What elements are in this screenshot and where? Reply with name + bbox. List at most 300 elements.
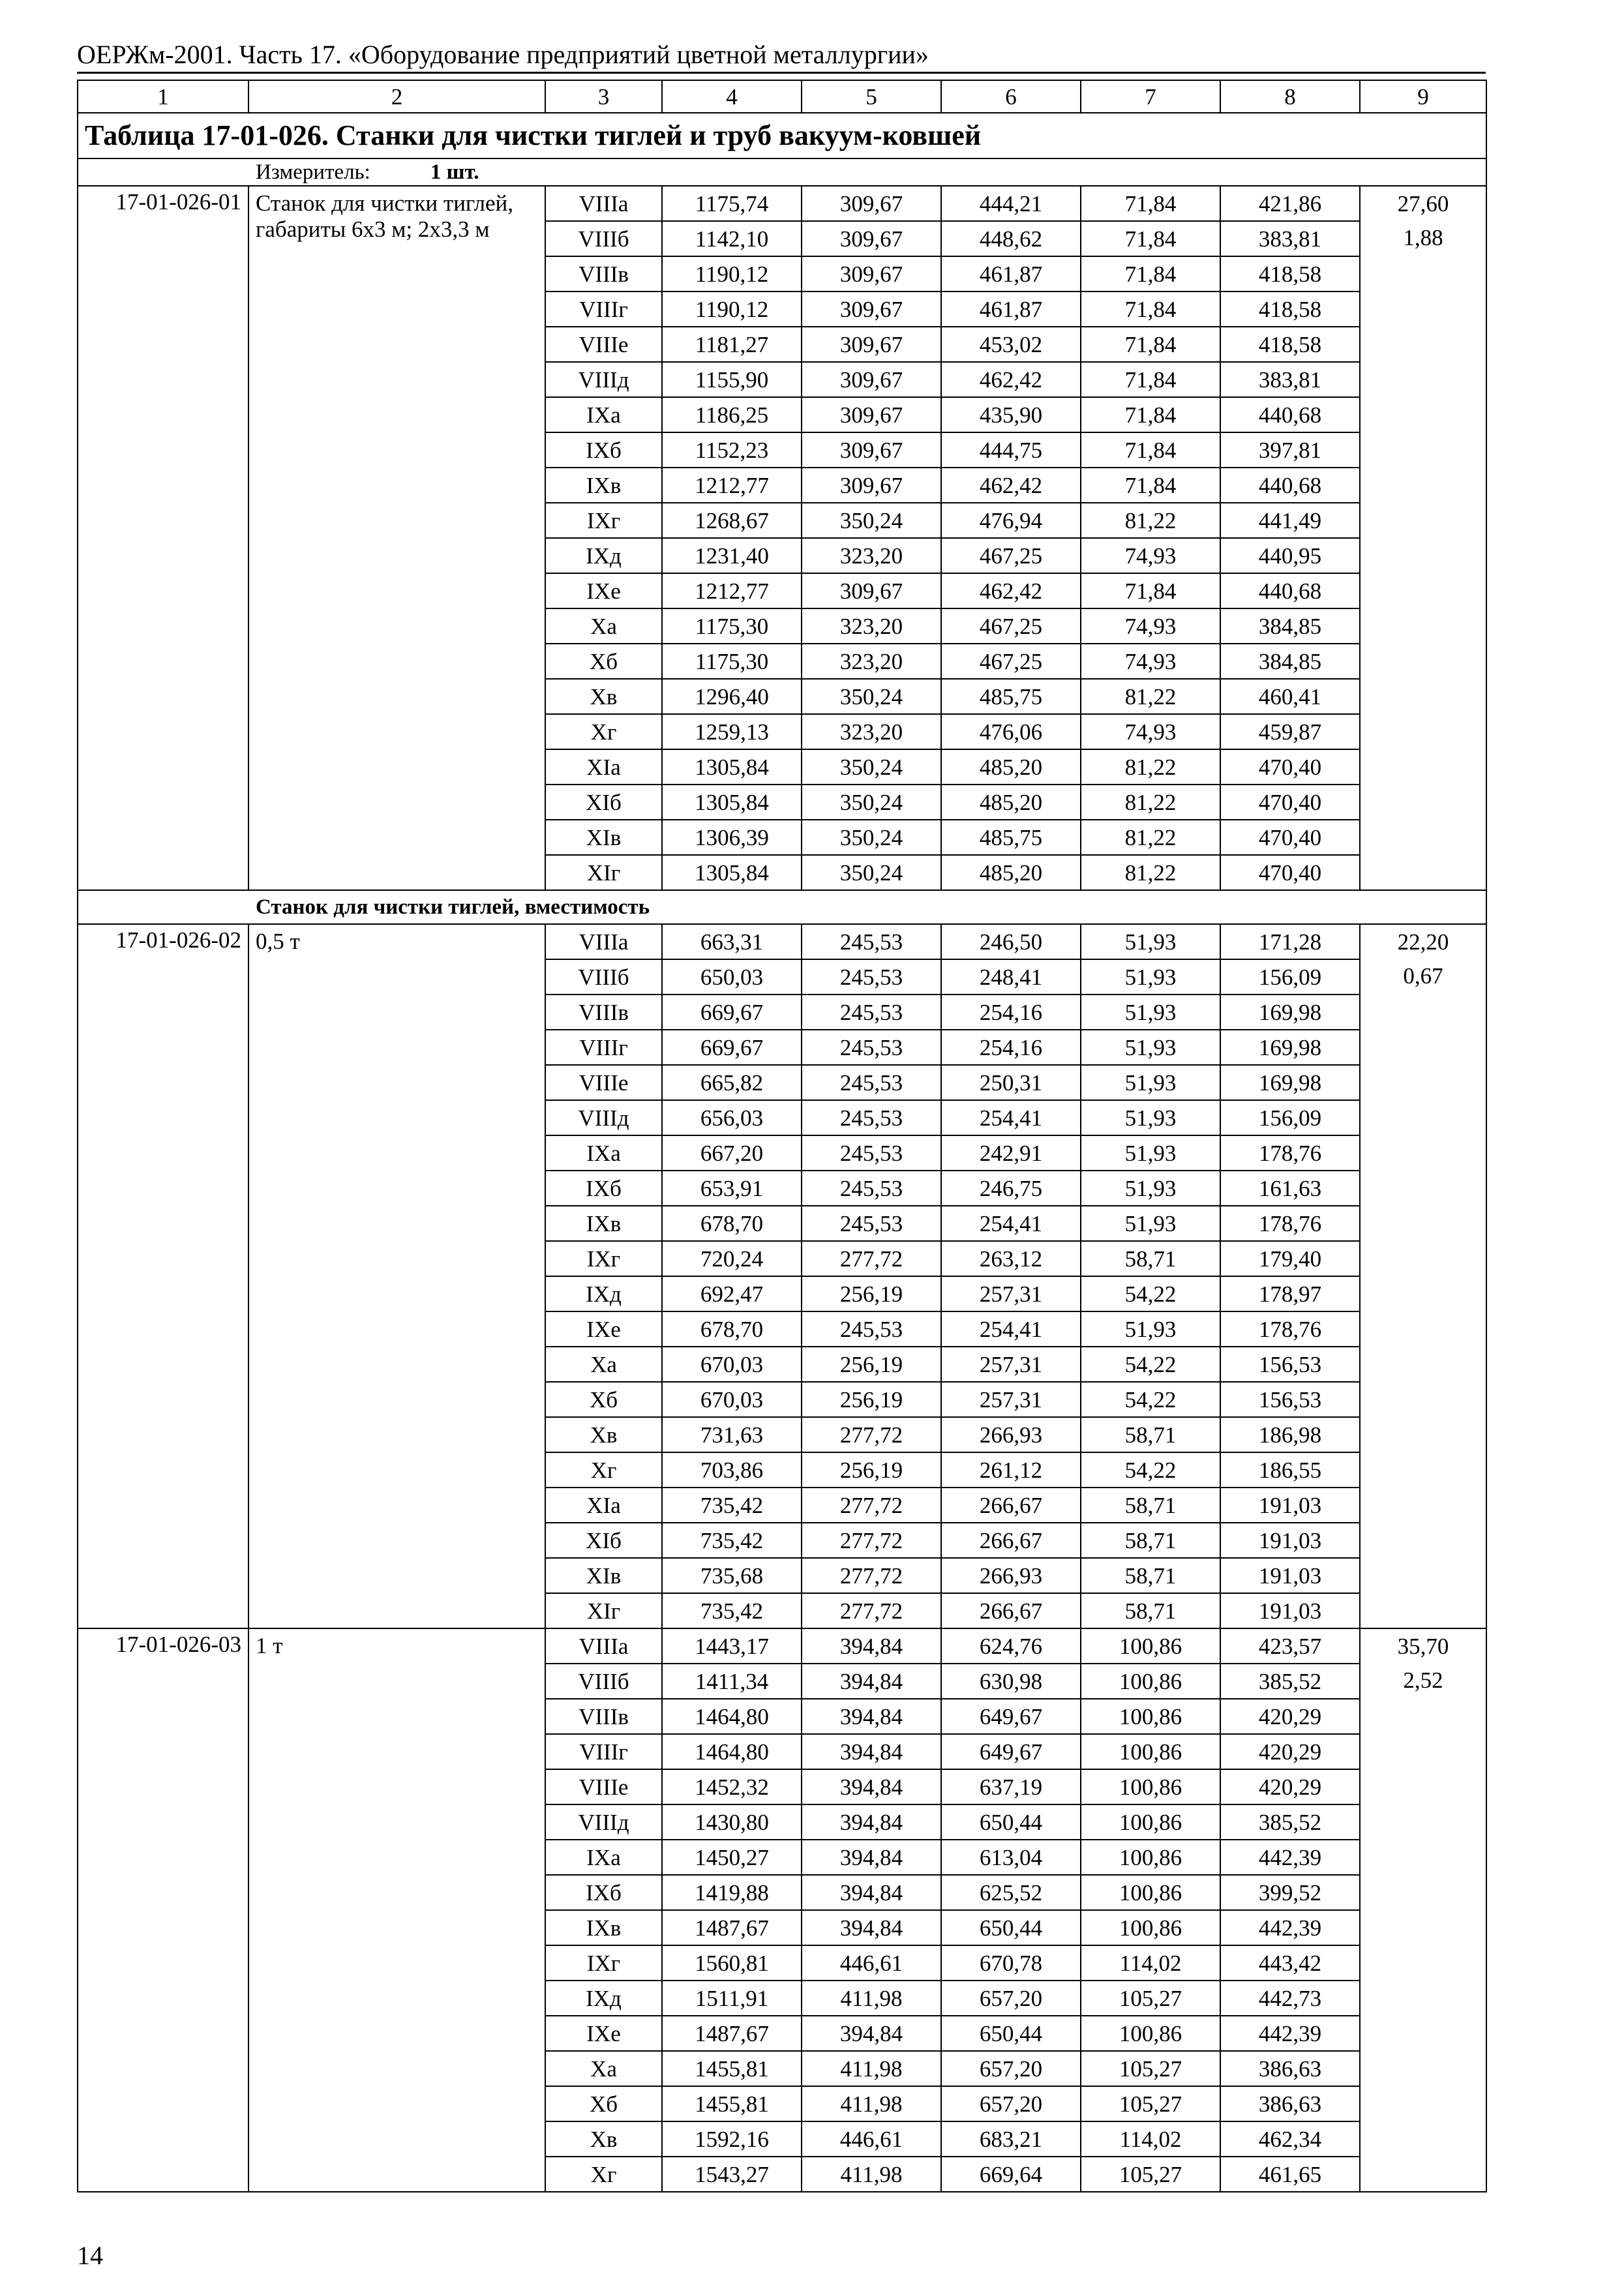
cell-col7: 100,86	[1081, 1628, 1220, 1664]
cell-col6: 448,62	[941, 221, 1081, 256]
cell-col7: 100,86	[1081, 1699, 1220, 1734]
cell-col8: 441,49	[1220, 503, 1360, 538]
cell-col7: 100,86	[1081, 2016, 1220, 2051]
cell-col4: 692,47	[662, 1276, 802, 1311]
zone-cell: VIIIд	[545, 362, 662, 397]
cell-col4: 1455,81	[662, 2086, 802, 2121]
cell-col8: 156,53	[1220, 1347, 1360, 1382]
cell-col7: 54,22	[1081, 1452, 1220, 1488]
cell-col8: 186,98	[1220, 1417, 1360, 1452]
cell-col4: 1175,30	[662, 608, 802, 644]
cell-col6: 242,91	[941, 1135, 1081, 1171]
cell-col8: 191,03	[1220, 1488, 1360, 1523]
cell-col6: 650,44	[941, 1910, 1081, 1945]
cell-col4: 731,63	[662, 1417, 802, 1452]
cell-col7: 51,93	[1081, 1030, 1220, 1065]
cell-col7: 51,93	[1081, 1206, 1220, 1241]
zone-cell: IXв	[545, 1910, 662, 1945]
cell-col7: 81,22	[1081, 785, 1220, 820]
zone-cell: Xв	[545, 2121, 662, 2157]
table-row	[78, 186, 1486, 221]
cell-col7: 54,22	[1081, 1347, 1220, 1382]
col9-values	[1360, 186, 1486, 890]
cell-col4: 703,86	[662, 1452, 802, 1488]
col9-values	[1360, 924, 1486, 1628]
cell-col5: 350,24	[802, 820, 941, 855]
cell-col7: 105,27	[1081, 2051, 1220, 2086]
cell-col8: 169,98	[1220, 1030, 1360, 1065]
cell-col4: 1306,39	[662, 820, 802, 855]
cell-col4: 678,70	[662, 1206, 802, 1241]
cell-col5: 245,53	[802, 1100, 941, 1135]
zone-cell: IXа	[545, 397, 662, 432]
cell-col7: 71,84	[1081, 397, 1220, 432]
cell-col4: 1212,77	[662, 573, 802, 608]
cell-col5: 309,67	[802, 256, 941, 292]
cell-col8: 386,63	[1220, 2086, 1360, 2121]
cell-col7: 51,93	[1081, 995, 1220, 1030]
measure-cell	[78, 158, 1486, 186]
zone-cell: VIIIд	[545, 1100, 662, 1135]
cell-col4: 1450,27	[662, 1840, 802, 1875]
cell-col7: 100,86	[1081, 1875, 1220, 1910]
cell-col5: 256,19	[802, 1382, 941, 1417]
table-body	[78, 80, 1486, 2192]
cell-col4: 735,42	[662, 1593, 802, 1628]
cell-col6: 254,41	[941, 1206, 1081, 1241]
column-number: 9	[1360, 80, 1486, 113]
cell-col5: 350,24	[802, 503, 941, 538]
cell-col5: 277,72	[802, 1488, 941, 1523]
cell-col8: 384,85	[1220, 608, 1360, 644]
item-name: 0,5 т	[248, 924, 545, 1628]
cell-col8: 420,29	[1220, 1699, 1360, 1734]
cell-col5: 411,98	[802, 2157, 941, 2192]
cell-col4: 670,03	[662, 1347, 802, 1382]
cell-col5: 245,53	[802, 995, 941, 1030]
cell-col5: 309,67	[802, 292, 941, 327]
cell-col4: 1212,77	[662, 468, 802, 503]
cell-col4: 1142,10	[662, 221, 802, 256]
cell-col8: 440,95	[1220, 538, 1360, 573]
cell-col6: 248,41	[941, 959, 1081, 995]
cell-col8: 418,58	[1220, 256, 1360, 292]
zone-cell: XIг	[545, 1593, 662, 1628]
cell-col6: 250,31	[941, 1065, 1081, 1100]
col9-value: 0,67	[1403, 963, 1443, 989]
cell-col6: 476,94	[941, 503, 1081, 538]
zone-cell: VIIIв	[545, 1699, 662, 1734]
cell-col5: 245,53	[802, 959, 941, 995]
zone-cell: IXе	[545, 2016, 662, 2051]
cell-col6: 261,12	[941, 1452, 1081, 1488]
cell-col8: 191,03	[1220, 1523, 1360, 1558]
cell-col4: 1305,84	[662, 749, 802, 785]
cell-col8: 156,53	[1220, 1382, 1360, 1417]
cell-col8: 384,85	[1220, 644, 1360, 679]
zone-cell: XIа	[545, 749, 662, 785]
cell-col8: 156,09	[1220, 959, 1360, 995]
zone-cell: IXд	[545, 1981, 662, 2016]
cell-col5: 394,84	[802, 1804, 941, 1840]
zone-cell: Xг	[545, 2157, 662, 2192]
cell-col7: 100,86	[1081, 1840, 1220, 1875]
item-name: Станок для чистки тиглей, габариты 6х3 м; 2х3,3 м	[248, 186, 545, 890]
cell-col4: 1152,23	[662, 432, 802, 468]
cell-col5: 256,19	[802, 1276, 941, 1311]
col9-values	[1360, 1628, 1486, 2192]
cell-col4: 1305,84	[662, 785, 802, 820]
cell-col7: 71,84	[1081, 221, 1220, 256]
cell-col8: 440,68	[1220, 397, 1360, 432]
col9-value: 1,88	[1403, 225, 1443, 250]
cell-col6: 461,87	[941, 256, 1081, 292]
cell-col5: 394,84	[802, 1664, 941, 1699]
zone-cell: IXг	[545, 503, 662, 538]
cell-col6: 266,67	[941, 1593, 1081, 1628]
cell-col8: 440,68	[1220, 468, 1360, 503]
cell-col8: 385,52	[1220, 1664, 1360, 1699]
zone-cell: XIв	[545, 820, 662, 855]
cell-col5: 256,19	[802, 1347, 941, 1382]
cell-col4: 1430,80	[662, 1804, 802, 1840]
cell-col8: 191,03	[1220, 1593, 1360, 1628]
zone-cell: VIIIе	[545, 327, 662, 362]
cell-col8: 421,86	[1220, 186, 1360, 221]
zone-cell: IXа	[545, 1840, 662, 1875]
cell-col4: 678,70	[662, 1311, 802, 1347]
cell-col8: 161,63	[1220, 1171, 1360, 1206]
cell-col6: 467,25	[941, 608, 1081, 644]
cell-col7: 74,93	[1081, 714, 1220, 749]
column-number-row	[78, 80, 1486, 113]
cell-col8: 386,63	[1220, 2051, 1360, 2086]
zone-cell: VIIIе	[545, 1769, 662, 1804]
cell-col7: 81,22	[1081, 679, 1220, 714]
cell-col4: 1268,67	[662, 503, 802, 538]
cell-col6: 266,67	[941, 1523, 1081, 1558]
cell-col4: 665,82	[662, 1065, 802, 1100]
cell-col4: 1443,17	[662, 1628, 802, 1664]
cell-col6: 257,31	[941, 1347, 1081, 1382]
zone-cell: VIIIг	[545, 1030, 662, 1065]
cell-col7: 81,22	[1081, 749, 1220, 785]
cell-col4: 670,03	[662, 1382, 802, 1417]
cell-col5: 277,72	[802, 1558, 941, 1593]
cell-col4: 1186,25	[662, 397, 802, 432]
cell-col7: 71,84	[1081, 468, 1220, 503]
cell-col7: 100,86	[1081, 1664, 1220, 1699]
cell-col6: 462,42	[941, 573, 1081, 608]
cell-col5: 256,19	[802, 1452, 941, 1488]
cell-col4: 735,42	[662, 1488, 802, 1523]
cell-col5: 245,53	[802, 1065, 941, 1100]
cell-col4: 1190,12	[662, 292, 802, 327]
cell-col8: 459,87	[1220, 714, 1360, 749]
cell-col6: 254,16	[941, 1030, 1081, 1065]
cell-col7: 81,22	[1081, 820, 1220, 855]
cell-col6: 683,21	[941, 2121, 1081, 2157]
cell-col7: 105,27	[1081, 2157, 1220, 2192]
zone-cell: XIб	[545, 1523, 662, 1558]
cell-col7: 100,86	[1081, 1734, 1220, 1769]
zone-cell: XIа	[545, 1488, 662, 1523]
cell-col5: 245,53	[802, 1206, 941, 1241]
cell-col7: 71,84	[1081, 327, 1220, 362]
cell-col6: 657,20	[941, 2051, 1081, 2086]
cell-col4: 1419,88	[662, 1875, 802, 1910]
cell-col7: 100,86	[1081, 1804, 1220, 1840]
cell-col5: 245,53	[802, 924, 941, 959]
zone-cell: Xб	[545, 1382, 662, 1417]
zone-cell: IXб	[545, 1171, 662, 1206]
table-row	[78, 924, 1486, 959]
cell-col6: 657,20	[941, 2086, 1081, 2121]
cell-col4: 1511,91	[662, 1981, 802, 2016]
cell-col4: 1155,90	[662, 362, 802, 397]
cell-col6: 669,64	[941, 2157, 1081, 2192]
estimate-table	[77, 80, 1487, 2192]
cell-col7: 71,84	[1081, 362, 1220, 397]
cell-col8: 178,97	[1220, 1276, 1360, 1311]
cell-col5: 309,67	[802, 327, 941, 362]
cell-col5: 309,67	[802, 221, 941, 256]
col9-value: 35,70	[1397, 1634, 1449, 1659]
cell-col4: 1296,40	[662, 679, 802, 714]
zone-cell: Xв	[545, 679, 662, 714]
cell-col6: 461,87	[941, 292, 1081, 327]
zone-cell: Xа	[545, 1347, 662, 1382]
zone-cell: Xг	[545, 714, 662, 749]
zone-cell: IXд	[545, 538, 662, 573]
cell-col8: 169,98	[1220, 1065, 1360, 1100]
cell-col6: 462,42	[941, 468, 1081, 503]
cell-col4: 1464,80	[662, 1734, 802, 1769]
cell-col7: 51,93	[1081, 1135, 1220, 1171]
cell-col8: 440,68	[1220, 573, 1360, 608]
cell-col6: 637,19	[941, 1769, 1081, 1804]
zone-cell: VIIIа	[545, 1628, 662, 1664]
cell-col5: 394,84	[802, 2016, 941, 2051]
cell-col4: 1259,13	[662, 714, 802, 749]
cell-col8: 178,76	[1220, 1135, 1360, 1171]
zone-cell: XIг	[545, 855, 662, 890]
item-name: 1 т	[248, 1628, 545, 2192]
cell-col7: 58,71	[1081, 1523, 1220, 1558]
cell-col4: 653,91	[662, 1171, 802, 1206]
cell-col5: 245,53	[802, 1311, 941, 1347]
cell-col4: 720,24	[662, 1241, 802, 1276]
cell-col8: 191,03	[1220, 1558, 1360, 1593]
zone-cell: IXа	[545, 1135, 662, 1171]
cell-col7: 54,22	[1081, 1382, 1220, 1417]
zone-cell: Xб	[545, 2086, 662, 2121]
cell-col8: 442,39	[1220, 1840, 1360, 1875]
zone-cell: VIIIа	[545, 186, 662, 221]
cell-col5: 446,61	[802, 1945, 941, 1981]
cell-col5: 394,84	[802, 1734, 941, 1769]
cell-col5: 411,98	[802, 1981, 941, 2016]
zone-cell: IXе	[545, 1311, 662, 1347]
cell-col6: 462,42	[941, 362, 1081, 397]
cell-col8: 443,42	[1220, 1945, 1360, 1981]
cell-col4: 1190,12	[662, 256, 802, 292]
cell-col8: 186,55	[1220, 1452, 1360, 1488]
cell-col8: 179,40	[1220, 1241, 1360, 1276]
cell-col6: 485,75	[941, 820, 1081, 855]
cell-col7: 114,02	[1081, 1945, 1220, 1981]
col9-value: 22,20	[1397, 929, 1449, 955]
cell-col8: 156,09	[1220, 1100, 1360, 1135]
cell-col7: 81,22	[1081, 855, 1220, 890]
cell-col5: 323,20	[802, 608, 941, 644]
column-number: 7	[1081, 80, 1220, 113]
cell-col5: 323,20	[802, 714, 941, 749]
cell-col7: 58,71	[1081, 1558, 1220, 1593]
cell-col5: 411,98	[802, 2086, 941, 2121]
column-number: 5	[802, 80, 941, 113]
cell-col6: 254,41	[941, 1311, 1081, 1347]
cell-col8: 442,39	[1220, 2016, 1360, 2051]
cell-col7: 100,86	[1081, 1769, 1220, 1804]
cell-col5: 309,67	[802, 362, 941, 397]
cell-col8: 462,34	[1220, 2121, 1360, 2157]
cell-col4: 663,31	[662, 924, 802, 959]
cell-col5: 277,72	[802, 1593, 941, 1628]
cell-col5: 309,67	[802, 468, 941, 503]
cell-col8: 470,40	[1220, 855, 1360, 890]
zone-cell: VIIIа	[545, 924, 662, 959]
zone-cell: VIIIб	[545, 959, 662, 995]
cell-col4: 669,67	[662, 995, 802, 1030]
cell-col6: 444,21	[941, 186, 1081, 221]
cell-col5: 394,84	[802, 1628, 941, 1664]
zone-cell: IXв	[545, 468, 662, 503]
cell-col5: 446,61	[802, 2121, 941, 2157]
cell-col4: 1411,34	[662, 1664, 802, 1699]
cell-col4: 1181,27	[662, 327, 802, 362]
cell-col7: 51,93	[1081, 1065, 1220, 1100]
column-number: 4	[662, 80, 802, 113]
cell-col6: 254,16	[941, 995, 1081, 1030]
cell-col5: 394,84	[802, 1910, 941, 1945]
cell-col7: 105,27	[1081, 2086, 1220, 2121]
cell-col8: 397,81	[1220, 432, 1360, 468]
cell-col7: 74,93	[1081, 538, 1220, 573]
cell-col8: 383,81	[1220, 221, 1360, 256]
zone-cell: VIIIг	[545, 292, 662, 327]
cell-col7: 51,93	[1081, 1171, 1220, 1206]
zone-cell: IXг	[545, 1241, 662, 1276]
zone-cell: VIIIд	[545, 1804, 662, 1840]
cell-col4: 1231,40	[662, 538, 802, 573]
cell-col6: 650,44	[941, 2016, 1081, 2051]
cell-col5: 277,72	[802, 1241, 941, 1276]
cell-col8: 442,73	[1220, 1981, 1360, 2016]
cell-col6: 613,04	[941, 1840, 1081, 1875]
cell-col4: 1592,16	[662, 2121, 802, 2157]
zone-cell: IXг	[545, 1945, 662, 1981]
cell-col6: 246,50	[941, 924, 1081, 959]
cell-col6: 246,75	[941, 1171, 1081, 1206]
cell-col8: 418,58	[1220, 292, 1360, 327]
zone-cell: VIIIв	[545, 256, 662, 292]
cell-col7: 74,93	[1081, 644, 1220, 679]
cell-col4: 650,03	[662, 959, 802, 995]
cell-col4: 1487,67	[662, 1910, 802, 1945]
cell-col6: 650,44	[941, 1804, 1081, 1840]
cell-col5: 277,72	[802, 1417, 941, 1452]
cell-col7: 51,93	[1081, 1311, 1220, 1347]
cell-col7: 74,93	[1081, 608, 1220, 644]
cell-col7: 81,22	[1081, 503, 1220, 538]
cell-col7: 100,86	[1081, 1910, 1220, 1945]
cell-col8: 178,76	[1220, 1206, 1360, 1241]
cell-col5: 394,84	[802, 1840, 941, 1875]
cell-col5: 350,24	[802, 785, 941, 820]
cell-col6: 254,41	[941, 1100, 1081, 1135]
cell-col5: 309,67	[802, 573, 941, 608]
page-number: 14	[77, 2241, 103, 2270]
zone-cell: VIIIв	[545, 995, 662, 1030]
zone-cell: XIб	[545, 785, 662, 820]
cell-col6: 266,67	[941, 1488, 1081, 1523]
item-code: 17-01-026-02	[78, 924, 248, 1628]
cell-col8: 470,40	[1220, 820, 1360, 855]
cell-col8: 461,65	[1220, 2157, 1360, 2192]
zone-cell: IXд	[545, 1276, 662, 1311]
column-number: 1	[78, 80, 248, 113]
cell-col4: 1175,30	[662, 644, 802, 679]
cell-col6: 485,20	[941, 785, 1081, 820]
cell-col4: 735,68	[662, 1558, 802, 1593]
zone-cell: IXв	[545, 1206, 662, 1241]
cell-col6: 266,93	[941, 1417, 1081, 1452]
cell-col5: 411,98	[802, 2051, 941, 2086]
cell-col8: 169,98	[1220, 995, 1360, 1030]
cell-col4: 1543,27	[662, 2157, 802, 2192]
subheading: Станок для чистки тиглей, вместимость	[78, 890, 1486, 924]
cell-col6: 485,20	[941, 855, 1081, 890]
cell-col8: 399,52	[1220, 1875, 1360, 1910]
cell-col5: 323,20	[802, 644, 941, 679]
zone-cell: IXб	[545, 432, 662, 468]
cell-col8: 420,29	[1220, 1769, 1360, 1804]
cell-col8: 171,28	[1220, 924, 1360, 959]
cell-col6: 624,76	[941, 1628, 1081, 1664]
cell-col7: 51,93	[1081, 924, 1220, 959]
cell-col5: 394,84	[802, 1699, 941, 1734]
cell-col6: 435,90	[941, 397, 1081, 432]
cell-col8: 470,40	[1220, 785, 1360, 820]
col9-value: 27,60	[1397, 191, 1449, 217]
cell-col6: 625,52	[941, 1875, 1081, 1910]
zone-cell: Xа	[545, 2051, 662, 2086]
cell-col5: 309,67	[802, 397, 941, 432]
cell-col8: 460,41	[1220, 679, 1360, 714]
cell-col6: 649,67	[941, 1734, 1081, 1769]
cell-col8: 385,52	[1220, 1804, 1360, 1840]
column-number: 3	[545, 80, 662, 113]
cell-col6: 485,75	[941, 679, 1081, 714]
cell-col5: 245,53	[802, 1171, 941, 1206]
cell-col7: 71,84	[1081, 573, 1220, 608]
cell-col5: 350,24	[802, 679, 941, 714]
cell-col4: 735,42	[662, 1523, 802, 1558]
cell-col5: 350,24	[802, 855, 941, 890]
cell-col4: 1487,67	[662, 2016, 802, 2051]
cell-col7: 105,27	[1081, 1981, 1220, 2016]
